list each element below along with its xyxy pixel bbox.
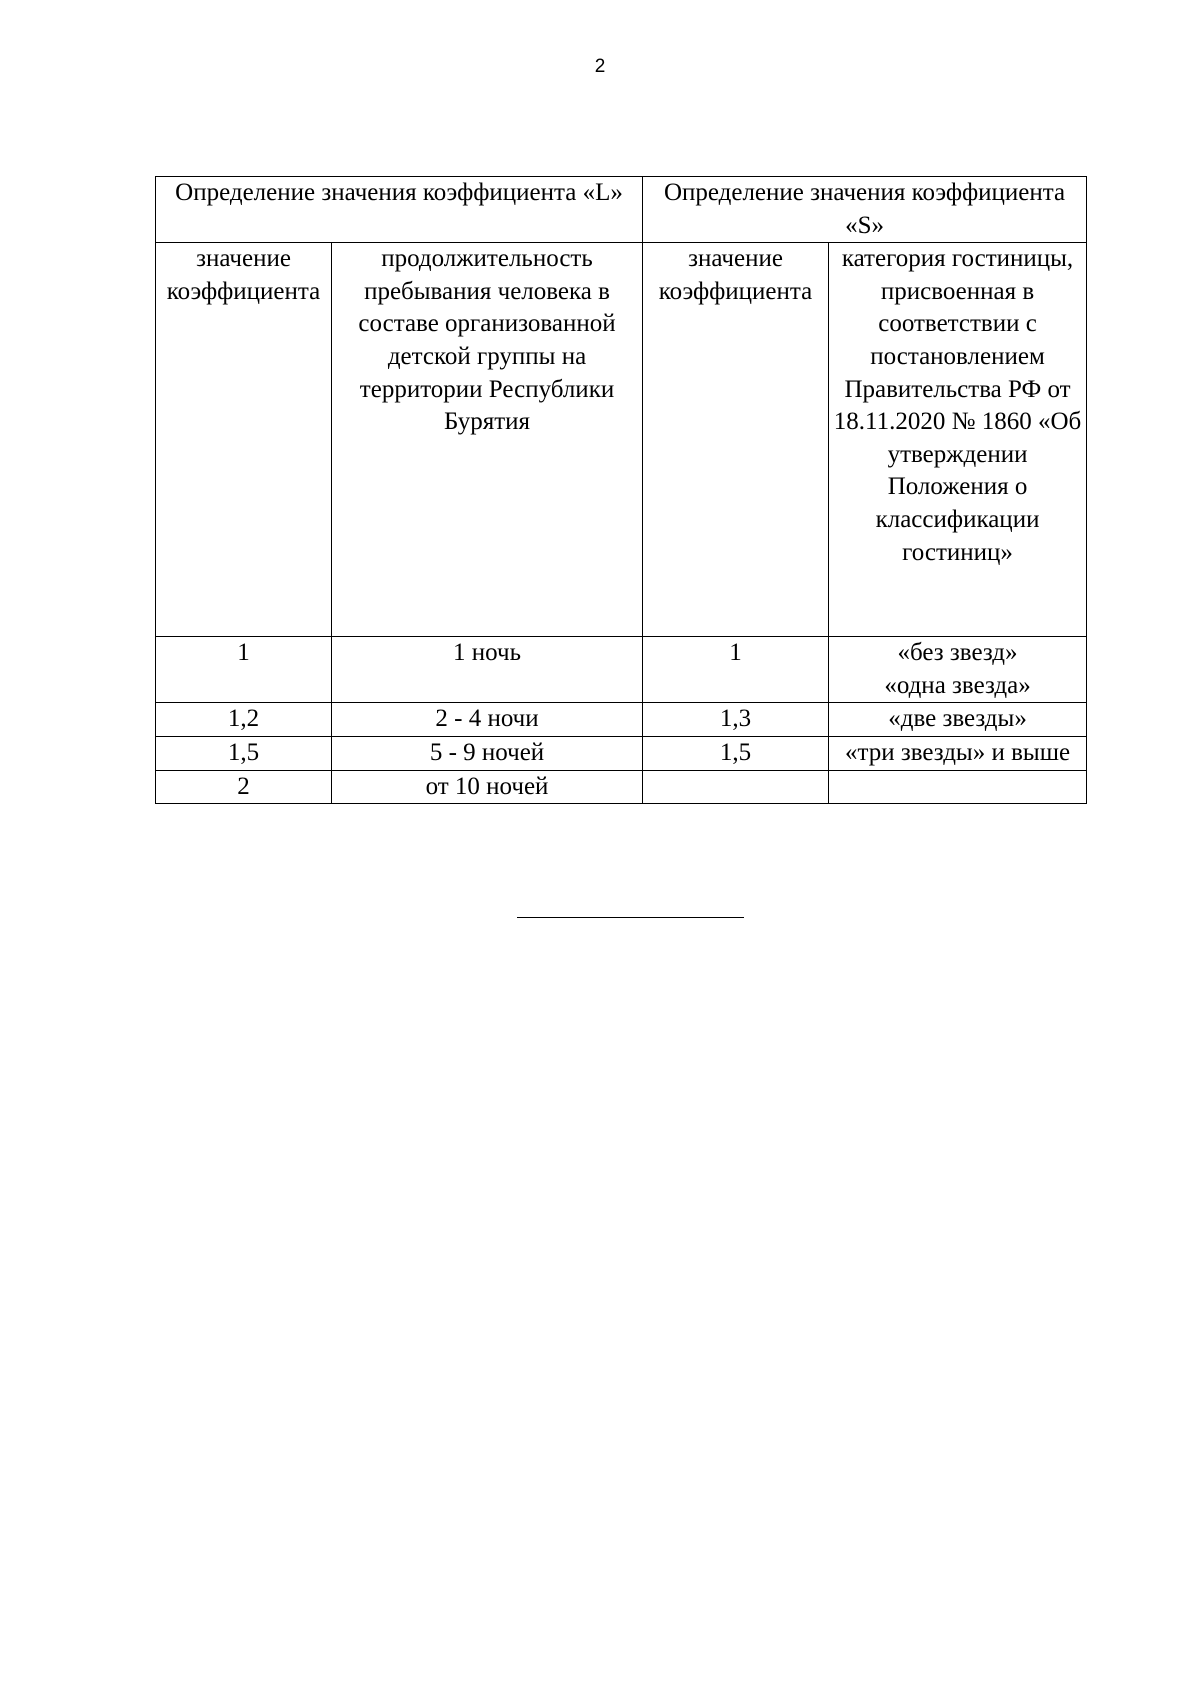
subheader-L-duration: продолжительность пребывания человека в составе организованной детской группы на территории Республики Бурятия — [332, 243, 643, 637]
table-row — [156, 637, 1087, 703]
cell-S-value: 1,3 — [643, 703, 829, 737]
table-row — [156, 770, 1087, 804]
cell-S-category: «три звезды» и выше — [829, 736, 1087, 770]
header-coefficient-S: Определение значения коэффициента «S» — [643, 177, 1087, 243]
cell-S-category — [829, 637, 1087, 703]
cell-L-value: 2 — [156, 770, 332, 804]
coefficient-table — [155, 176, 1087, 804]
cell-L-value: 1,5 — [156, 736, 332, 770]
subheader-S-value: значение коэффициента — [643, 243, 829, 637]
cell-L-duration: 1 ночь — [332, 637, 643, 703]
cell-S-category: «две звезды» — [829, 703, 1087, 737]
category-line: «без звезд» — [897, 639, 1018, 667]
closing-divider-line — [517, 917, 744, 918]
category-line: «одна звезда» — [884, 671, 1031, 699]
table-row — [156, 703, 1087, 737]
page-number: 2 — [594, 56, 606, 77]
table-row — [156, 736, 1087, 770]
table-header-row — [156, 177, 1087, 243]
cell-S-value — [643, 770, 829, 804]
cell-L-value: 1,2 — [156, 703, 332, 737]
cell-L-value: 1 — [156, 637, 332, 703]
cell-S-value: 1 — [643, 637, 829, 703]
cell-L-duration: от 10 ночей — [332, 770, 643, 804]
cell-L-duration: 2 - 4 ночи — [332, 703, 643, 737]
subheader-L-value: значение коэффициента — [156, 243, 332, 637]
cell-S-category — [829, 770, 1087, 804]
header-coefficient-L: Определение значения коэффициента «L» — [156, 177, 643, 243]
cell-S-value: 1,5 — [643, 736, 829, 770]
cell-L-duration: 5 - 9 ночей — [332, 736, 643, 770]
table-subheader-row — [156, 243, 1087, 637]
subheader-S-category: категория гостиницы, присвоенная в соответствии с постановлением Правительства РФ от 18.11.2020 № 1860 «Об утверждении Положения о классификации гостиниц» — [829, 243, 1087, 637]
